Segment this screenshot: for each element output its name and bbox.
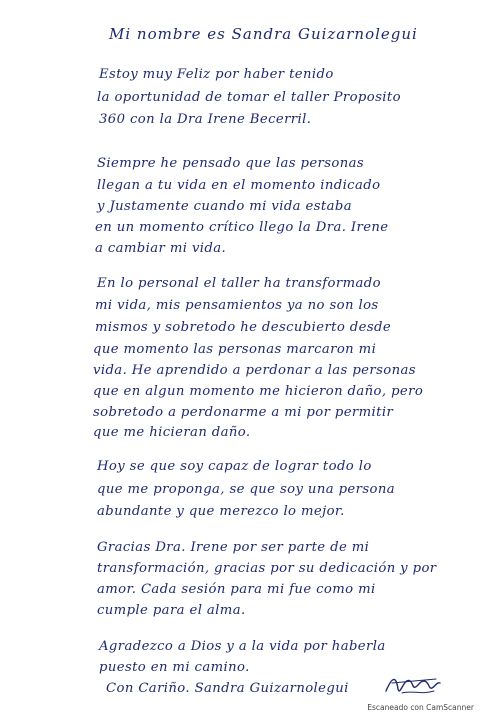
letter-line: que momento las personas marcaron mi [93,342,377,357]
letter-line: mismos y sobretodo he descubierto desde [95,320,392,335]
letter-line: Gracias Dra. Irene por ser parte de mi [97,540,370,555]
letter-line: amor. Cada sesión para mi fue como mi [97,582,376,597]
letter-line: que me hicieran daño. [93,425,251,440]
letter-line: y Justamente cuando mi vida estaba [97,199,352,214]
letter-line: transformación, gracias por su dedicación y por [97,561,437,576]
letter-line: vida. He aprendido a perdonar a las personas [93,363,416,378]
letter-line: Estoy muy Feliz por haber tenido [99,67,334,82]
signature-mark [384,671,442,699]
letter-line: en un momento crítico llego la Dra. Irene [95,220,389,235]
letter-line: mi vida, mis pensamientos ya no son los [95,298,379,313]
letter-line: a cambiar mi vida. [95,241,227,256]
letter-line: abundante y que merezco lo mejor. [97,504,345,519]
letter-line: la oportunidad de tomar el taller Proposito [97,90,401,105]
letter-line: Con Cariño. Sandra Guizarnolegui [106,681,349,696]
letter-line: En lo personal el taller ha transformado [97,276,381,291]
letter-line: 360 con la Dra Irene Becerril. [99,112,312,127]
letter-line: llegan a tu vida en el momento indicado [97,178,381,193]
letter-line: cumple para el alma. [97,603,246,618]
letter-line: Siempre he pensado que las personas [97,156,365,171]
scanner-footer: Escaneado con CamScanner [367,703,474,712]
letter-title: Mi nombre es Sandra Guizarnolegui [109,25,418,43]
letter-line: puesto en mi camino. [99,660,250,675]
letter-line: Agradezco a Dios y a la vida por haberla [99,639,386,654]
letter-line: sobretodo a perdonarme a mi por permitir [93,405,394,420]
letter-line: Hoy se que soy capaz de lograr todo lo [97,459,372,474]
letter-line: que me proponga, se que soy una persona [97,482,395,497]
letter-line: que en algun momento me hicieron daño, pero [93,384,424,399]
